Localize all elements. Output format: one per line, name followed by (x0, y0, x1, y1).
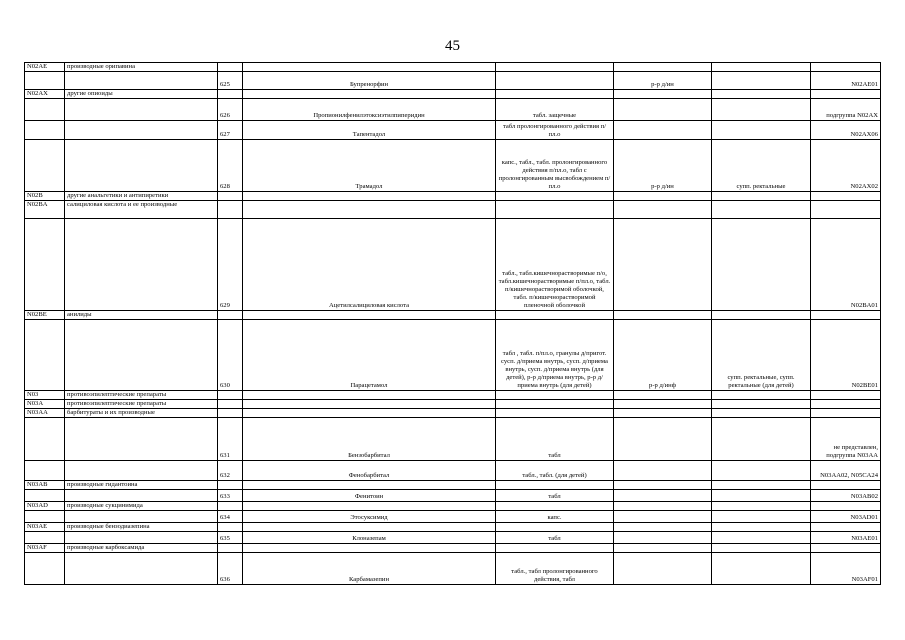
drug-list-table (24, 62, 881, 585)
dosage-forms-other: супп. ректальные (712, 140, 811, 192)
atc-group-code: N03AF (25, 544, 65, 553)
empty-cell (65, 99, 218, 121)
atc-group-code: N02BE (25, 311, 65, 320)
empty-cell (218, 481, 243, 490)
dosage-forms-other (712, 461, 811, 481)
dosage-forms-injectable (614, 461, 712, 481)
empty-cell (496, 90, 614, 99)
dosage-forms-other (712, 418, 811, 461)
atc-group-name: анилиды (65, 311, 218, 320)
empty-cell (614, 201, 712, 219)
dosage-forms-injectable (614, 490, 712, 502)
empty-cell (811, 201, 881, 219)
empty-cell (712, 391, 811, 400)
empty-cell (811, 90, 881, 99)
empty-cell (218, 391, 243, 400)
atc-code: N03AF01 (811, 553, 881, 585)
atc-group-code: N02AE (25, 63, 65, 72)
drug-row (25, 461, 881, 481)
dosage-forms-other: супп. ректальные, супп. ректальные (для детей) (712, 320, 811, 391)
row-number: 633 (218, 490, 243, 502)
drug-name: Фенитоин (243, 490, 496, 502)
empty-cell (496, 544, 614, 553)
empty-cell (243, 192, 496, 201)
drug-name: Этосуксимид (243, 511, 496, 523)
empty-cell (712, 311, 811, 320)
atc-group-code: N03AA (25, 409, 65, 418)
empty-cell (811, 409, 881, 418)
empty-cell (614, 409, 712, 418)
atc-code: N03AA02, N05CA24 (811, 461, 881, 481)
empty-cell (712, 481, 811, 490)
empty-cell (218, 192, 243, 201)
dosage-forms-injectable (614, 532, 712, 544)
dosage-forms-oral: табл (496, 490, 614, 502)
empty-cell (811, 192, 881, 201)
dosage-forms-injectable: р-р д/инф (614, 320, 712, 391)
empty-cell (712, 523, 811, 532)
atc-group-name: противоэпилептические препараты (65, 391, 218, 400)
dosage-forms-injectable (614, 219, 712, 311)
dosage-forms-oral: капс. (496, 511, 614, 523)
drug-row (25, 553, 881, 585)
drug-row (25, 418, 881, 461)
drug-name: Ацетилсалициловая кислота (243, 219, 496, 311)
empty-cell (243, 391, 496, 400)
atc-group-code: N02BA (25, 201, 65, 219)
empty-cell (65, 140, 218, 192)
dosage-forms-injectable: р-р д/ин (614, 72, 712, 90)
dosage-forms-injectable (614, 553, 712, 585)
dosage-forms-other (712, 99, 811, 121)
empty-cell (496, 400, 614, 409)
dosage-forms-injectable: р-р д/ин (614, 140, 712, 192)
empty-cell (25, 490, 65, 502)
empty-cell (25, 121, 65, 140)
empty-cell (65, 72, 218, 90)
empty-cell (496, 311, 614, 320)
atc-code: N03AB02 (811, 490, 881, 502)
atc-group-name: противоэпилептические препараты (65, 400, 218, 409)
atc-code: N02AX06 (811, 121, 881, 140)
drug-name: Тапентадол (243, 121, 496, 140)
drug-name: Фенобарбитал (243, 461, 496, 481)
dosage-forms-oral: табл пролонгированного действия п/пл.о (496, 121, 614, 140)
row-number: 630 (218, 320, 243, 391)
empty-cell (218, 90, 243, 99)
group-row (25, 201, 881, 219)
empty-cell (65, 219, 218, 311)
drug-row (25, 320, 881, 391)
group-row (25, 544, 881, 553)
atc-group-name: производные бензодиазепина (65, 523, 218, 532)
dosage-forms-oral (496, 72, 614, 90)
atc-group-code: N03A (25, 400, 65, 409)
atc-group-code: N03AE (25, 523, 65, 532)
dosage-forms-other (712, 219, 811, 311)
atc-code: N02AE01 (811, 72, 881, 90)
dosage-forms-oral: табл., табл пролонгированного действия, табл (496, 553, 614, 585)
atc-code: N02BE01 (811, 320, 881, 391)
empty-cell (712, 502, 811, 511)
empty-cell (496, 409, 614, 418)
group-row (25, 391, 881, 400)
empty-cell (243, 502, 496, 511)
empty-cell (218, 311, 243, 320)
empty-cell (25, 532, 65, 544)
empty-cell (218, 544, 243, 553)
drug-name: Пропионилфенилэтоксиэтилпиперидин (243, 99, 496, 121)
atc-group-name: производные гидантоина (65, 481, 218, 490)
group-row (25, 409, 881, 418)
empty-cell (614, 523, 712, 532)
row-number: 627 (218, 121, 243, 140)
empty-cell (712, 90, 811, 99)
row-number: 632 (218, 461, 243, 481)
empty-cell (614, 502, 712, 511)
drug-row (25, 532, 881, 544)
atc-code: не представлен, подгруппа N03AA (811, 418, 881, 461)
atc-group-name: другие опиоиды (65, 90, 218, 99)
empty-cell (25, 418, 65, 461)
group-row (25, 400, 881, 409)
row-number: 634 (218, 511, 243, 523)
empty-cell (811, 63, 881, 72)
empty-cell (243, 63, 496, 72)
drug-row (25, 140, 881, 192)
group-row (25, 502, 881, 511)
dosage-forms-oral: табл., табл. (для детей) (496, 461, 614, 481)
drug-row (25, 72, 881, 90)
empty-cell (811, 544, 881, 553)
dosage-forms-injectable (614, 121, 712, 140)
row-number: 628 (218, 140, 243, 192)
empty-cell (65, 418, 218, 461)
empty-cell (496, 481, 614, 490)
drug-name: Трамадол (243, 140, 496, 192)
empty-cell (25, 219, 65, 311)
empty-cell (496, 523, 614, 532)
group-row (25, 311, 881, 320)
empty-cell (614, 391, 712, 400)
dosage-forms-injectable (614, 511, 712, 523)
empty-cell (65, 461, 218, 481)
atc-code: N03AE01 (811, 532, 881, 544)
atc-group-name: барбитураты и их производные (65, 409, 218, 418)
atc-group-code: N03AB (25, 481, 65, 490)
dosage-forms-other (712, 121, 811, 140)
group-row (25, 523, 881, 532)
atc-group-code: N03 (25, 391, 65, 400)
row-number: 629 (218, 219, 243, 311)
empty-cell (25, 553, 65, 585)
atc-code: N02BA01 (811, 219, 881, 311)
empty-cell (496, 192, 614, 201)
drug-row (25, 490, 881, 502)
dosage-forms-other (712, 72, 811, 90)
group-row (25, 63, 881, 72)
dosage-forms-oral: табл. защечные (496, 99, 614, 121)
atc-group-code: N02B (25, 192, 65, 201)
atc-code: N03AD01 (811, 511, 881, 523)
drug-name: Бензобарбитал (243, 418, 496, 461)
empty-cell (243, 544, 496, 553)
atc-group-name: производные карбоксамида (65, 544, 218, 553)
empty-cell (25, 99, 65, 121)
empty-cell (243, 523, 496, 532)
empty-cell (712, 201, 811, 219)
empty-cell (243, 409, 496, 418)
empty-cell (243, 481, 496, 490)
row-number: 636 (218, 553, 243, 585)
dosage-forms-oral: табл., табл.кишечнорастворимые п/о, табл.кишечнорастворимые п/пл.о, табл. п/кишечнорастворимой оболочкой, табл. п/кишечнорастворимой пленочной оболочкой (496, 219, 614, 311)
drug-row (25, 121, 881, 140)
empty-cell (25, 461, 65, 481)
empty-cell (218, 201, 243, 219)
empty-cell (811, 311, 881, 320)
empty-cell (25, 140, 65, 192)
drug-name: Парацетамол (243, 320, 496, 391)
empty-cell (218, 523, 243, 532)
empty-cell (712, 192, 811, 201)
empty-cell (65, 511, 218, 523)
dosage-forms-other (712, 532, 811, 544)
row-number: 631 (218, 418, 243, 461)
empty-cell (614, 192, 712, 201)
dosage-forms-oral: капс., табл., табл. пролонгированного действия п/пл.о, табл с пролонгированным высвобождением п/пл.о (496, 140, 614, 192)
drug-row (25, 511, 881, 523)
dosage-forms-oral: табл (496, 418, 614, 461)
empty-cell (243, 90, 496, 99)
atc-group-name: производные сукцинимида (65, 502, 218, 511)
empty-cell (614, 90, 712, 99)
atc-group-name: салициловая кислота и ее производные (65, 201, 218, 219)
atc-code: N02AX02 (811, 140, 881, 192)
empty-cell (25, 511, 65, 523)
dosage-forms-other (712, 553, 811, 585)
empty-cell (218, 400, 243, 409)
empty-cell (811, 400, 881, 409)
page-number: 45 (445, 38, 460, 54)
atc-group-name: производные орипавина (65, 63, 218, 72)
group-row (25, 192, 881, 201)
empty-cell (65, 490, 218, 502)
drug-row (25, 219, 881, 311)
atc-group-name: другие анальгетики и антипиретики (65, 192, 218, 201)
empty-cell (25, 72, 65, 90)
empty-cell (614, 481, 712, 490)
empty-cell (496, 391, 614, 400)
row-number: 635 (218, 532, 243, 544)
empty-cell (614, 544, 712, 553)
drug-name: Бупренорфин (243, 72, 496, 90)
empty-cell (243, 400, 496, 409)
empty-cell (614, 311, 712, 320)
empty-cell (496, 201, 614, 219)
dosage-forms-other (712, 490, 811, 502)
empty-cell (25, 320, 65, 391)
dosage-forms-other (712, 511, 811, 523)
empty-cell (65, 532, 218, 544)
empty-cell (496, 63, 614, 72)
empty-cell (811, 481, 881, 490)
empty-cell (712, 409, 811, 418)
row-number: 626 (218, 99, 243, 121)
drug-name: Карбамазепин (243, 553, 496, 585)
empty-cell (712, 63, 811, 72)
drug-name: Клоназепам (243, 532, 496, 544)
dosage-forms-injectable (614, 99, 712, 121)
empty-cell (811, 391, 881, 400)
empty-cell (243, 201, 496, 219)
dosage-forms-oral: табл (496, 532, 614, 544)
empty-cell (218, 409, 243, 418)
empty-cell (811, 502, 881, 511)
empty-cell (218, 63, 243, 72)
empty-cell (65, 320, 218, 391)
empty-cell (65, 121, 218, 140)
empty-cell (496, 502, 614, 511)
group-row (25, 90, 881, 99)
drug-row (25, 99, 881, 121)
dosage-forms-oral: табл , табл. п/пл.о, гранулы д/пригот. сусп. д/приема внутрь, сусп. д/приема внутрь, сусп. д/приема внутрь (для детей), р-р д/приема внутрь, р-р д/приема внутрь (для детей) (496, 320, 614, 391)
empty-cell (65, 553, 218, 585)
atc-code: подгруппа N02AX (811, 99, 881, 121)
empty-cell (712, 400, 811, 409)
empty-cell (218, 502, 243, 511)
atc-group-code: N02AX (25, 90, 65, 99)
group-row (25, 481, 881, 490)
empty-cell (614, 63, 712, 72)
row-number: 625 (218, 72, 243, 90)
empty-cell (811, 523, 881, 532)
empty-cell (243, 311, 496, 320)
empty-cell (712, 544, 811, 553)
empty-cell (614, 400, 712, 409)
atc-group-code: N03AD (25, 502, 65, 511)
dosage-forms-injectable (614, 418, 712, 461)
